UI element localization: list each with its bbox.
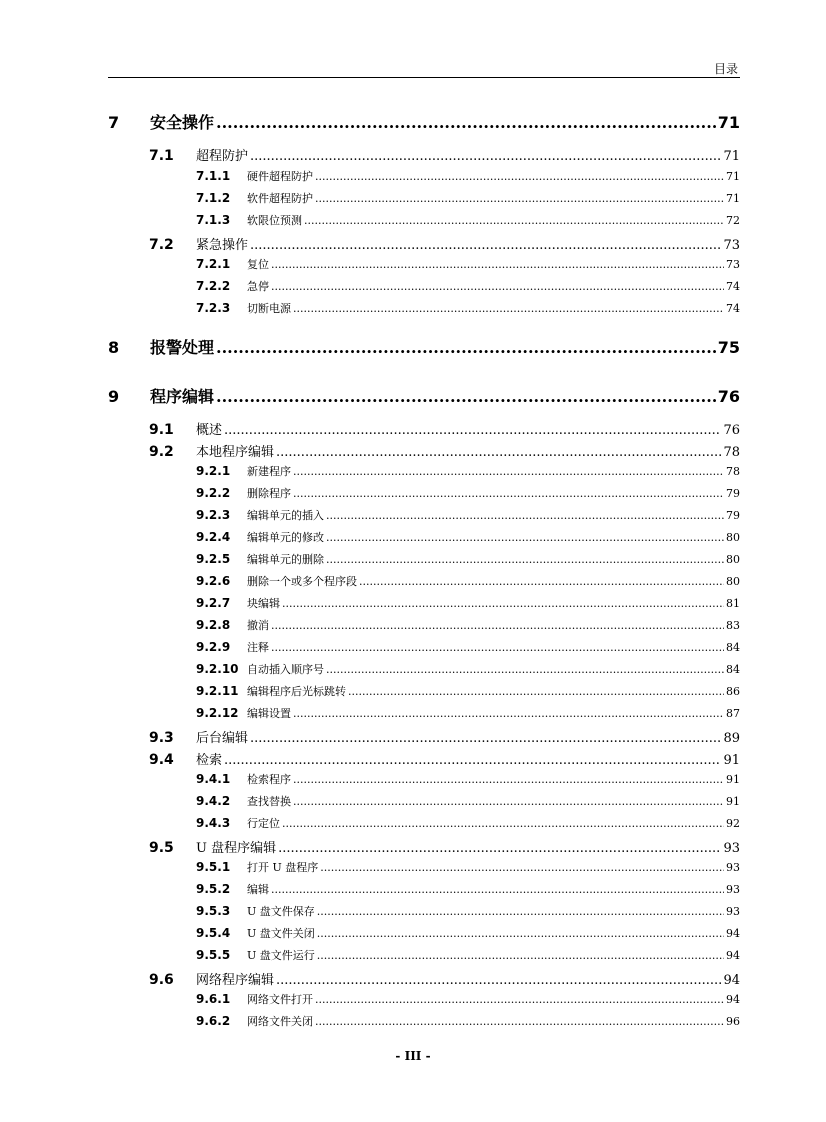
toc-dot-leader xyxy=(293,707,724,720)
toc-entry[interactable] xyxy=(196,639,740,655)
toc-entry[interactable] xyxy=(149,145,740,164)
toc-dot-leader xyxy=(304,214,724,227)
toc-entry[interactable] xyxy=(196,485,740,501)
toc-entry-page: 75 xyxy=(717,338,740,357)
toc-entry-title: U 盘文件保存 xyxy=(247,905,315,918)
toc-entry-page: 79 xyxy=(726,509,740,522)
toc-dot-leader xyxy=(216,387,716,406)
toc-entry-title: 编辑单元的插入 xyxy=(247,509,324,522)
toc-entry-page: 84 xyxy=(726,641,740,654)
toc-dot-leader xyxy=(293,487,724,500)
toc-dot-leader xyxy=(326,509,724,522)
toc-entry-number: 9.2.9 xyxy=(196,640,231,654)
toc-entry-page: 93 xyxy=(726,905,740,918)
toc-entry-title: 概述 xyxy=(196,423,223,438)
toc-entry-title: 查找替换 xyxy=(247,795,291,808)
toc-entry[interactable] xyxy=(149,749,740,768)
toc-entry-number: 9.6.2 xyxy=(196,1014,231,1028)
toc-entry-number: 9.2.1 xyxy=(196,464,231,478)
toc-entry-number: 9.1 xyxy=(149,422,174,438)
toc-entry-title: 紧急操作 xyxy=(196,238,249,253)
toc-entry-number: 9.2.2 xyxy=(196,486,231,500)
toc-entry-page: 84 xyxy=(726,663,740,676)
toc-entry[interactable] xyxy=(196,529,740,545)
toc-entry-page: 81 xyxy=(726,597,740,610)
toc-dot-leader xyxy=(250,149,721,164)
toc-entry-page: 73 xyxy=(723,238,740,253)
toc-entry-title: 行定位 xyxy=(247,817,280,830)
toc-entry[interactable] xyxy=(196,1013,740,1029)
toc-entry[interactable] xyxy=(196,463,740,479)
toc-entry-page: 94 xyxy=(723,973,740,988)
page-number-footer: - III - xyxy=(395,1049,431,1063)
toc-dot-leader xyxy=(271,280,724,293)
toc-entry[interactable] xyxy=(149,419,740,438)
toc-entry-title: 删除一个或多个程序段 xyxy=(247,575,357,588)
toc-dot-leader xyxy=(282,817,724,830)
toc-dot-leader xyxy=(293,795,724,808)
toc-entry-page: 86 xyxy=(726,685,740,698)
toc-entry[interactable] xyxy=(196,573,740,589)
toc-dot-leader xyxy=(216,338,716,357)
toc-entry[interactable] xyxy=(196,925,740,941)
toc-entry-number: 7.1.2 xyxy=(196,191,231,205)
toc-dot-leader xyxy=(276,973,721,988)
toc-entry[interactable] xyxy=(196,300,740,316)
toc-dot-leader xyxy=(224,423,721,438)
toc-entry-number: 9.6.1 xyxy=(196,992,231,1006)
toc-entry-title: 软限位预测 xyxy=(247,214,302,227)
toc-entry-number: 9.6 xyxy=(149,972,174,988)
toc-entry[interactable] xyxy=(196,881,740,897)
toc-entry[interactable] xyxy=(108,335,740,358)
toc-entry-title: 网络文件打开 xyxy=(247,993,313,1006)
toc-dot-leader xyxy=(320,861,724,874)
toc-entry-page: 72 xyxy=(726,214,740,227)
toc-entry-title: 新建程序 xyxy=(247,465,291,478)
toc-entry-page: 93 xyxy=(726,861,740,874)
toc-entry-page: 74 xyxy=(726,302,740,315)
toc-entry-number: 9.2 xyxy=(149,444,174,460)
toc-entry-page: 96 xyxy=(726,1015,740,1028)
toc-entry-number: 7.2 xyxy=(149,237,174,253)
toc-entry-page: 92 xyxy=(726,817,740,830)
toc-entry-number: 7.1.3 xyxy=(196,213,231,227)
toc-entry[interactable] xyxy=(149,727,740,746)
toc-entry-page: 91 xyxy=(726,795,740,808)
toc-entry-number: 9.2.5 xyxy=(196,552,231,566)
toc-entry-title: 急停 xyxy=(247,280,269,293)
toc-entry-title: U 盘文件运行 xyxy=(247,949,315,962)
toc-dot-leader xyxy=(317,927,724,940)
toc-entry-page: 91 xyxy=(726,773,740,786)
toc-entry-number: 8 xyxy=(108,338,120,357)
toc-dot-leader xyxy=(348,685,724,698)
toc-dot-leader xyxy=(315,993,724,1006)
toc-dot-leader xyxy=(315,192,724,205)
toc-entry-page: 76 xyxy=(717,387,740,406)
toc-entry-page: 94 xyxy=(726,993,740,1006)
toc-entry-page: 80 xyxy=(726,553,740,566)
toc-entry-title: U 盘文件关闭 xyxy=(247,927,315,940)
toc-entry-number: 9.5.1 xyxy=(196,860,231,874)
toc-entry-page: 87 xyxy=(726,707,740,720)
toc-entry-title: 软件超程防护 xyxy=(247,192,313,205)
toc-dot-leader xyxy=(326,531,724,544)
toc-entry-page: 71 xyxy=(726,170,740,183)
toc-dot-leader xyxy=(317,905,724,918)
toc-entry-title: 程序编辑 xyxy=(150,387,215,406)
toc-entry-page: 91 xyxy=(723,753,740,768)
toc-entry[interactable] xyxy=(149,441,740,460)
toc-entry-title: 打开 U 盘程序 xyxy=(247,861,319,874)
toc-entry-title: 安全操作 xyxy=(150,113,215,132)
toc-entry-title: 删除程序 xyxy=(247,487,291,500)
toc-entry[interactable] xyxy=(196,190,740,206)
toc-entry-page: 74 xyxy=(726,280,740,293)
toc-entry-page: 80 xyxy=(726,575,740,588)
toc-entry-page: 71 xyxy=(726,192,740,205)
toc-entry-page: 93 xyxy=(723,841,740,856)
toc-dot-leader xyxy=(315,1015,724,1028)
toc-entry-page: 94 xyxy=(726,927,740,940)
toc-entry-number: 9.4.1 xyxy=(196,772,231,786)
toc-entry[interactable] xyxy=(196,705,740,721)
toc-entry-title: 检索 xyxy=(196,753,223,768)
toc-entry-page: 89 xyxy=(723,731,740,746)
toc-entry-title: U 盘程序编辑 xyxy=(196,841,277,856)
toc-dot-leader xyxy=(326,553,724,566)
toc-entry-number: 9.2.10 xyxy=(196,662,239,676)
toc-entry-number: 9.2.6 xyxy=(196,574,231,588)
toc-entry-number: 9.2.7 xyxy=(196,596,231,610)
toc-entry[interactable] xyxy=(196,903,740,919)
toc-entry-title: 网络文件关闭 xyxy=(247,1015,313,1028)
toc-dot-leader xyxy=(250,731,721,746)
toc-entry-title: 编辑 xyxy=(247,883,269,896)
toc-entry-number: 7.1 xyxy=(149,148,174,164)
toc-entry-number: 9.4.3 xyxy=(196,816,231,830)
toc-entry-number: 9.2.8 xyxy=(196,618,231,632)
toc-dot-leader xyxy=(224,753,721,768)
toc-entry-page: 71 xyxy=(717,113,740,132)
toc-entry-number: 9.5.3 xyxy=(196,904,231,918)
toc-entry-number: 9 xyxy=(108,387,120,406)
toc-entry-page: 78 xyxy=(726,465,740,478)
toc-entry-title: 硬件超程防护 xyxy=(247,170,313,183)
toc-entry[interactable] xyxy=(196,683,740,699)
toc-entry-title: 编辑程序后光标跳转 xyxy=(247,685,346,698)
toc-entry[interactable] xyxy=(196,168,740,184)
toc-entry-number: 9.5.5 xyxy=(196,948,231,962)
toc-dot-leader xyxy=(278,841,721,856)
toc-entry-page: 76 xyxy=(723,423,740,438)
toc-entry[interactable] xyxy=(196,595,740,611)
toc-entry-title: 编辑单元的修改 xyxy=(247,531,324,544)
toc-entry-page: 73 xyxy=(726,258,740,271)
toc-dot-leader xyxy=(293,302,724,315)
toc-entry-page: 71 xyxy=(723,149,740,164)
toc-dot-leader xyxy=(293,773,724,786)
toc-entry-number: 9.2.12 xyxy=(196,706,239,720)
toc-entry-number: 9.5 xyxy=(149,840,174,856)
toc-entry-number: 9.2.3 xyxy=(196,508,231,522)
toc-dot-leader xyxy=(271,641,724,654)
toc-dot-leader xyxy=(216,113,716,132)
toc-entry[interactable] xyxy=(196,815,740,831)
toc-entry[interactable] xyxy=(196,793,740,809)
toc-dot-leader xyxy=(359,575,724,588)
toc-entry-title: 检索程序 xyxy=(247,773,291,786)
toc-entry-number: 9.5.4 xyxy=(196,926,231,940)
toc-entry-page: 79 xyxy=(726,487,740,500)
toc-entry-title: 超程防护 xyxy=(196,149,249,164)
toc-entry[interactable] xyxy=(196,991,740,1007)
toc-entry[interactable] xyxy=(196,278,740,294)
toc-entry-number: 7.2.3 xyxy=(196,301,231,315)
toc-entry-title: 切断电源 xyxy=(247,302,291,315)
toc-entry-title: 编辑单元的删除 xyxy=(247,553,324,566)
toc-dot-leader xyxy=(282,597,724,610)
toc-entry-number: 9.4.2 xyxy=(196,794,231,808)
toc-entry[interactable] xyxy=(196,859,740,875)
toc-entry[interactable] xyxy=(196,617,740,633)
toc-entry-title: 注释 xyxy=(247,641,269,654)
toc-entry-title: 网络程序编辑 xyxy=(196,973,275,988)
toc-entry-title: 后台编辑 xyxy=(196,731,249,746)
toc-dot-leader xyxy=(250,238,721,253)
toc-entry-title: 块编辑 xyxy=(247,597,280,610)
toc-entry-title: 本地程序编辑 xyxy=(196,445,275,460)
toc-dot-leader xyxy=(271,258,724,271)
toc-entry[interactable] xyxy=(196,507,740,523)
header-divider xyxy=(108,77,740,78)
toc-entry-number: 9.5.2 xyxy=(196,882,231,896)
toc-entry[interactable] xyxy=(149,837,740,856)
toc-entry-number: 9.4 xyxy=(149,752,174,768)
toc-entry-title: 撤消 xyxy=(247,619,269,632)
toc-entry-page: 93 xyxy=(726,883,740,896)
toc-entry-number: 7.1.1 xyxy=(196,169,231,183)
toc-entry[interactable] xyxy=(196,212,740,228)
toc-dot-leader xyxy=(293,465,724,478)
toc-dot-leader xyxy=(315,170,724,183)
toc-entry-number: 9.3 xyxy=(149,730,174,746)
toc-entry-page: 78 xyxy=(723,445,740,460)
toc-entry[interactable] xyxy=(149,969,740,988)
toc-entry[interactable] xyxy=(196,661,740,677)
toc-entry-title: 报警处理 xyxy=(150,338,215,357)
toc-dot-leader xyxy=(317,949,724,962)
toc-dot-leader xyxy=(326,663,724,676)
toc-entry-number: 7.2.2 xyxy=(196,279,231,293)
page-header-title: 目录 xyxy=(713,62,738,76)
toc-entry-number: 9.2.4 xyxy=(196,530,231,544)
toc-entry[interactable] xyxy=(196,256,740,272)
toc-entry-number: 7 xyxy=(108,113,120,132)
toc-entry-title: 复位 xyxy=(247,258,269,271)
toc-entry[interactable] xyxy=(196,551,740,567)
toc-entry-page: 94 xyxy=(726,949,740,962)
toc-entry-number: 9.2.11 xyxy=(196,684,239,698)
toc-dot-leader xyxy=(276,445,721,460)
toc-entry[interactable] xyxy=(108,384,740,407)
toc-entry-page: 80 xyxy=(726,531,740,544)
toc-dot-leader xyxy=(271,619,724,632)
toc-entry-title: 自动插入顺序号 xyxy=(247,663,324,676)
toc-entry-title: 编辑设置 xyxy=(247,707,291,720)
toc-entry[interactable] xyxy=(196,771,740,787)
toc-entry-number: 7.2.1 xyxy=(196,257,231,271)
toc-entry[interactable] xyxy=(196,947,740,963)
toc-entry-page: 83 xyxy=(726,619,740,632)
toc-dot-leader xyxy=(271,883,724,896)
toc-entry[interactable] xyxy=(149,234,740,253)
toc-entry[interactable] xyxy=(108,110,740,133)
